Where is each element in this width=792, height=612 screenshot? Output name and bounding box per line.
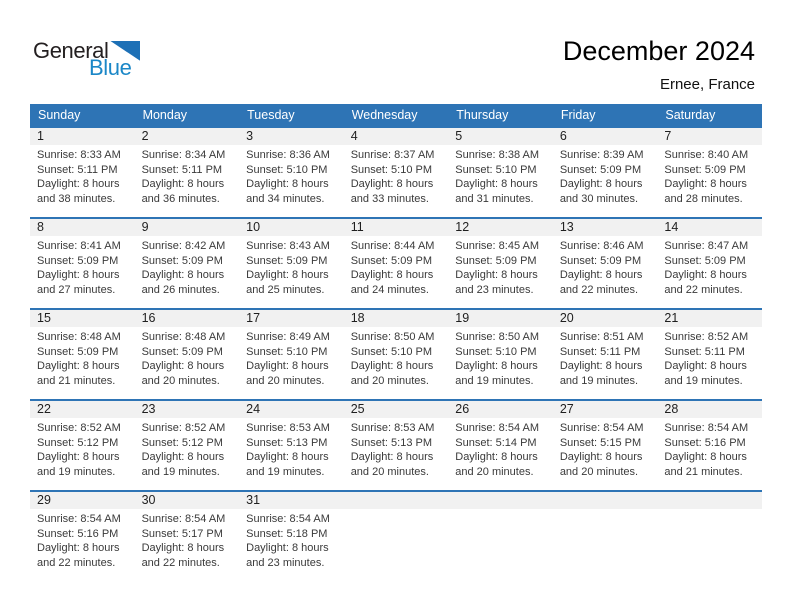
sunset-text: Sunset: 5:10 PM bbox=[455, 163, 537, 176]
daylight-minutes-text: and 34 minutes. bbox=[246, 192, 325, 205]
daylight-minutes-text: and 20 minutes. bbox=[350, 465, 429, 478]
daylight-hours-text: Daylight: 8 hours bbox=[559, 269, 643, 282]
day-cell bbox=[448, 127, 553, 218]
day-number: 22 bbox=[30, 401, 135, 418]
sunset-text: Sunset: 5:09 PM bbox=[559, 254, 642, 267]
sun-info bbox=[553, 145, 658, 206]
sunset-text: Sunset: 5:13 PM bbox=[350, 436, 433, 449]
daylight-minutes-text: and 19 minutes. bbox=[141, 465, 220, 478]
sun-info bbox=[344, 236, 449, 297]
daylight-hours-text: Daylight: 8 hours bbox=[37, 360, 120, 373]
daylight-minutes-text: and 25 minutes. bbox=[246, 283, 325, 296]
daylight-minutes-text: and 19 minutes. bbox=[37, 465, 116, 478]
sun-info bbox=[553, 509, 658, 512]
daylight-hours-text: Daylight: 8 hours bbox=[141, 542, 225, 555]
day-number: 12 bbox=[448, 219, 553, 236]
week-row bbox=[30, 491, 762, 581]
day-number: 11 bbox=[344, 219, 449, 236]
daylight-minutes-text: and 19 minutes. bbox=[246, 465, 325, 478]
day-cell bbox=[448, 400, 553, 491]
sunset-text: Sunset: 5:09 PM bbox=[141, 345, 223, 358]
calendar-table bbox=[30, 104, 762, 581]
sunrise-text: Sunrise: 8:39 AM bbox=[559, 149, 644, 161]
day-cell bbox=[553, 218, 658, 309]
sun-info bbox=[30, 418, 135, 479]
day-number: 13 bbox=[553, 219, 658, 236]
sun-info bbox=[30, 327, 135, 388]
day-cell bbox=[239, 127, 344, 218]
day-number: 24 bbox=[239, 401, 344, 418]
sunset-text: Sunset: 5:09 PM bbox=[350, 254, 433, 267]
day-cell bbox=[30, 400, 135, 491]
daylight-hours-text: Daylight: 8 hours bbox=[246, 451, 329, 464]
sunset-text: Sunset: 5:13 PM bbox=[246, 436, 328, 449]
day-cell bbox=[239, 400, 344, 491]
day-cell bbox=[344, 218, 449, 309]
day-cell bbox=[448, 218, 553, 309]
day-cell bbox=[344, 127, 449, 218]
sunrise-text: Sunrise: 8:53 AM bbox=[350, 422, 435, 434]
sunrise-text: Sunrise: 8:34 AM bbox=[141, 149, 226, 161]
daylight-hours-text: Daylight: 8 hours bbox=[246, 178, 329, 191]
sunset-text: Sunset: 5:17 PM bbox=[141, 527, 223, 540]
day-number: 5 bbox=[448, 128, 553, 145]
daylight-hours-text: Daylight: 8 hours bbox=[455, 451, 538, 464]
sun-info bbox=[344, 418, 449, 479]
day-number: 28 bbox=[657, 401, 762, 418]
day-cell bbox=[135, 400, 240, 491]
sunset-text: Sunset: 5:14 PM bbox=[455, 436, 537, 449]
sun-info bbox=[239, 327, 344, 388]
sunset-text: Sunset: 5:09 PM bbox=[559, 163, 642, 176]
daylight-hours-text: Daylight: 8 hours bbox=[350, 360, 434, 373]
day-number: 29 bbox=[30, 492, 135, 509]
sun-info bbox=[239, 145, 344, 206]
sun-info bbox=[239, 418, 344, 479]
sun-info bbox=[135, 145, 240, 206]
daylight-hours-text: Daylight: 8 hours bbox=[664, 269, 747, 282]
weekday-header-wednesday: Wednesday bbox=[344, 104, 449, 127]
weekday-header-sunday: Sunday bbox=[30, 104, 135, 127]
sunrise-text: Sunrise: 8:48 AM bbox=[37, 331, 121, 343]
sunset-text: Sunset: 5:18 PM bbox=[246, 527, 328, 540]
daylight-minutes-text: and 19 minutes. bbox=[455, 374, 534, 387]
sunrise-text: Sunrise: 8:48 AM bbox=[141, 331, 226, 343]
day-cell bbox=[448, 309, 553, 400]
daylight-hours-text: Daylight: 8 hours bbox=[246, 269, 329, 282]
day-number: 16 bbox=[135, 310, 240, 327]
daylight-hours-text: Daylight: 8 hours bbox=[37, 178, 120, 191]
day-number: 27 bbox=[553, 401, 658, 418]
day-cell bbox=[344, 400, 449, 491]
sunset-text: Sunset: 5:11 PM bbox=[37, 163, 118, 176]
day-cell bbox=[344, 309, 449, 400]
sun-info bbox=[448, 236, 553, 297]
daylight-minutes-text: and 22 minutes. bbox=[664, 283, 743, 296]
sunrise-text: Sunrise: 8:51 AM bbox=[559, 331, 644, 343]
sunrise-text: Sunrise: 8:50 AM bbox=[350, 331, 435, 343]
sunset-text: Sunset: 5:09 PM bbox=[37, 345, 119, 358]
daylight-minutes-text: and 23 minutes. bbox=[455, 283, 534, 296]
daylight-minutes-text: and 20 minutes. bbox=[350, 374, 429, 387]
day-number bbox=[448, 492, 553, 509]
sunrise-text: Sunrise: 8:52 AM bbox=[141, 422, 226, 434]
sunset-text: Sunset: 5:16 PM bbox=[664, 436, 746, 449]
daylight-minutes-text: and 26 minutes. bbox=[141, 283, 220, 296]
sunset-text: Sunset: 5:12 PM bbox=[141, 436, 223, 449]
sunrise-text: Sunrise: 8:53 AM bbox=[246, 422, 330, 434]
week-row bbox=[30, 127, 762, 218]
sunrise-text: Sunrise: 8:43 AM bbox=[246, 240, 330, 252]
weekday-header-saturday: Saturday bbox=[657, 104, 762, 127]
daylight-hours-text: Daylight: 8 hours bbox=[664, 178, 747, 191]
daylight-hours-text: Daylight: 8 hours bbox=[37, 269, 120, 282]
sun-info bbox=[239, 236, 344, 297]
daylight-hours-text: Daylight: 8 hours bbox=[559, 178, 643, 191]
weekday-header-tuesday: Tuesday bbox=[239, 104, 344, 127]
sunset-text: Sunset: 5:09 PM bbox=[664, 254, 746, 267]
sunrise-text: Sunrise: 8:54 AM bbox=[37, 513, 121, 525]
daylight-minutes-text: and 19 minutes. bbox=[559, 374, 639, 387]
day-cell bbox=[30, 491, 135, 581]
sun-info bbox=[344, 509, 449, 512]
daylight-hours-text: Daylight: 8 hours bbox=[455, 269, 538, 282]
day-number: 8 bbox=[30, 219, 135, 236]
sun-info bbox=[657, 418, 762, 479]
sun-info bbox=[344, 145, 449, 206]
sun-info bbox=[344, 327, 449, 388]
sunrise-text: Sunrise: 8:33 AM bbox=[37, 149, 121, 161]
daylight-hours-text: Daylight: 8 hours bbox=[37, 542, 120, 555]
daylight-minutes-text: and 31 minutes. bbox=[455, 192, 534, 205]
empty-cell bbox=[657, 491, 762, 581]
day-number: 25 bbox=[344, 401, 449, 418]
daylight-hours-text: Daylight: 8 hours bbox=[350, 178, 434, 191]
day-number: 1 bbox=[30, 128, 135, 145]
sun-info bbox=[135, 327, 240, 388]
sun-info bbox=[657, 327, 762, 388]
sun-info bbox=[448, 509, 553, 512]
daylight-hours-text: Daylight: 8 hours bbox=[559, 360, 643, 373]
sunset-text: Sunset: 5:09 PM bbox=[664, 163, 746, 176]
daylight-minutes-text: and 36 minutes. bbox=[141, 192, 220, 205]
day-cell bbox=[239, 309, 344, 400]
sunset-text: Sunset: 5:10 PM bbox=[246, 345, 328, 358]
sunrise-text: Sunrise: 8:38 AM bbox=[455, 149, 540, 161]
daylight-minutes-text: and 28 minutes. bbox=[664, 192, 743, 205]
day-cell bbox=[135, 309, 240, 400]
day-number: 18 bbox=[344, 310, 449, 327]
daylight-minutes-text: and 21 minutes. bbox=[37, 374, 116, 387]
logo-general-text: General bbox=[33, 38, 109, 63]
daylight-minutes-text: and 22 minutes. bbox=[37, 556, 116, 569]
logo-blue-text: Blue bbox=[89, 55, 132, 80]
day-number: 15 bbox=[30, 310, 135, 327]
day-number: 6 bbox=[553, 128, 658, 145]
day-number: 17 bbox=[239, 310, 344, 327]
sun-info bbox=[30, 509, 135, 570]
weekday-header-thursday: Thursday bbox=[448, 104, 553, 127]
day-number: 26 bbox=[448, 401, 553, 418]
sunset-text: Sunset: 5:10 PM bbox=[350, 163, 433, 176]
sunrise-text: Sunrise: 8:37 AM bbox=[350, 149, 435, 161]
daylight-minutes-text: and 23 minutes. bbox=[246, 556, 325, 569]
daylight-hours-text: Daylight: 8 hours bbox=[246, 542, 329, 555]
sunset-text: Sunset: 5:15 PM bbox=[559, 436, 642, 449]
day-number bbox=[344, 492, 449, 509]
day-number: 19 bbox=[448, 310, 553, 327]
day-number: 3 bbox=[239, 128, 344, 145]
day-number: 21 bbox=[657, 310, 762, 327]
sunrise-text: Sunrise: 8:40 AM bbox=[664, 149, 749, 161]
daylight-minutes-text: and 22 minutes. bbox=[141, 556, 220, 569]
sun-info bbox=[553, 418, 658, 479]
daylight-hours-text: Daylight: 8 hours bbox=[350, 269, 434, 282]
sunset-text: Sunset: 5:12 PM bbox=[37, 436, 119, 449]
daylight-hours-text: Daylight: 8 hours bbox=[455, 178, 538, 191]
sun-info bbox=[553, 236, 658, 297]
sunrise-text: Sunrise: 8:42 AM bbox=[141, 240, 226, 252]
sunrise-text: Sunrise: 8:45 AM bbox=[455, 240, 540, 252]
daylight-minutes-text: and 38 minutes. bbox=[37, 192, 116, 205]
day-number: 30 bbox=[135, 492, 240, 509]
daylight-minutes-text: and 24 minutes. bbox=[350, 283, 429, 296]
daylight-minutes-text: and 33 minutes. bbox=[350, 192, 429, 205]
sunrise-text: Sunrise: 8:50 AM bbox=[455, 331, 540, 343]
day-number: 10 bbox=[239, 219, 344, 236]
sunset-text: Sunset: 5:11 PM bbox=[664, 345, 745, 358]
sunset-text: Sunset: 5:10 PM bbox=[350, 345, 433, 358]
day-cell bbox=[239, 491, 344, 581]
sunrise-text: Sunrise: 8:52 AM bbox=[37, 422, 121, 434]
day-cell bbox=[553, 127, 658, 218]
daylight-hours-text: Daylight: 8 hours bbox=[141, 269, 225, 282]
daylight-hours-text: Daylight: 8 hours bbox=[141, 178, 225, 191]
weekday-header-row bbox=[30, 104, 762, 127]
day-cell bbox=[657, 309, 762, 400]
sunrise-text: Sunrise: 8:36 AM bbox=[246, 149, 330, 161]
day-cell bbox=[239, 218, 344, 309]
sunset-text: Sunset: 5:11 PM bbox=[559, 345, 641, 358]
sun-info bbox=[135, 418, 240, 479]
daylight-minutes-text: and 19 minutes. bbox=[664, 374, 743, 387]
calendar-body bbox=[30, 127, 762, 581]
sun-info bbox=[135, 509, 240, 570]
day-cell bbox=[135, 218, 240, 309]
empty-cell bbox=[448, 491, 553, 581]
daylight-hours-text: Daylight: 8 hours bbox=[37, 451, 120, 464]
sunrise-text: Sunrise: 8:54 AM bbox=[246, 513, 330, 525]
empty-cell bbox=[344, 491, 449, 581]
day-number: 4 bbox=[344, 128, 449, 145]
week-row bbox=[30, 218, 762, 309]
location-subtitle: Ernee, France bbox=[659, 76, 755, 94]
page-header bbox=[30, 0, 762, 104]
day-cell bbox=[657, 400, 762, 491]
sun-info bbox=[448, 327, 553, 388]
daylight-hours-text: Daylight: 8 hours bbox=[246, 360, 329, 373]
day-cell bbox=[657, 218, 762, 309]
day-cell bbox=[553, 309, 658, 400]
daylight-minutes-text: and 20 minutes. bbox=[455, 465, 534, 478]
daylight-hours-text: Daylight: 8 hours bbox=[664, 360, 747, 373]
daylight-minutes-text: and 21 minutes. bbox=[664, 465, 743, 478]
day-number: 7 bbox=[657, 128, 762, 145]
sun-info bbox=[657, 236, 762, 297]
day-number: 20 bbox=[553, 310, 658, 327]
sunset-text: Sunset: 5:09 PM bbox=[141, 254, 223, 267]
week-row bbox=[30, 309, 762, 400]
sunset-text: Sunset: 5:09 PM bbox=[246, 254, 328, 267]
month-title: December 2024 bbox=[562, 36, 755, 66]
day-cell bbox=[135, 127, 240, 218]
sun-info bbox=[30, 236, 135, 297]
daylight-hours-text: Daylight: 8 hours bbox=[664, 451, 747, 464]
sunset-text: Sunset: 5:09 PM bbox=[37, 254, 119, 267]
day-cell bbox=[30, 309, 135, 400]
day-cell bbox=[30, 127, 135, 218]
day-number: 2 bbox=[135, 128, 240, 145]
sunrise-text: Sunrise: 8:41 AM bbox=[37, 240, 121, 252]
sunrise-text: Sunrise: 8:54 AM bbox=[664, 422, 749, 434]
daylight-minutes-text: and 20 minutes. bbox=[246, 374, 325, 387]
general-blue-logo bbox=[33, 40, 140, 79]
daylight-hours-text: Daylight: 8 hours bbox=[559, 451, 643, 464]
day-cell bbox=[135, 491, 240, 581]
sun-info bbox=[135, 236, 240, 297]
sunset-text: Sunset: 5:11 PM bbox=[141, 163, 223, 176]
daylight-hours-text: Daylight: 8 hours bbox=[141, 360, 225, 373]
sun-info bbox=[657, 509, 762, 512]
sun-info bbox=[30, 145, 135, 206]
day-number: 14 bbox=[657, 219, 762, 236]
title-block bbox=[563, 36, 755, 93]
sunrise-text: Sunrise: 8:47 AM bbox=[664, 240, 749, 252]
sunrise-text: Sunrise: 8:49 AM bbox=[246, 331, 330, 343]
daylight-minutes-text: and 27 minutes. bbox=[37, 283, 116, 296]
day-number: 9 bbox=[135, 219, 240, 236]
daylight-minutes-text: and 20 minutes. bbox=[559, 465, 639, 478]
daylight-hours-text: Daylight: 8 hours bbox=[141, 451, 225, 464]
empty-cell bbox=[553, 491, 658, 581]
sun-info bbox=[553, 327, 658, 388]
week-row bbox=[30, 400, 762, 491]
sun-info bbox=[239, 509, 344, 570]
sunrise-text: Sunrise: 8:54 AM bbox=[455, 422, 540, 434]
day-number: 23 bbox=[135, 401, 240, 418]
sun-info bbox=[657, 145, 762, 206]
sunset-text: Sunset: 5:10 PM bbox=[455, 345, 537, 358]
sunset-text: Sunset: 5:16 PM bbox=[37, 527, 119, 540]
sunset-text: Sunset: 5:10 PM bbox=[246, 163, 328, 176]
sunrise-text: Sunrise: 8:44 AM bbox=[350, 240, 435, 252]
day-number bbox=[553, 492, 658, 509]
sunrise-text: Sunrise: 8:54 AM bbox=[141, 513, 226, 525]
daylight-minutes-text: and 20 minutes. bbox=[141, 374, 220, 387]
sun-info bbox=[448, 418, 553, 479]
sunrise-text: Sunrise: 8:52 AM bbox=[664, 331, 749, 343]
day-cell bbox=[657, 127, 762, 218]
sunrise-text: Sunrise: 8:54 AM bbox=[559, 422, 644, 434]
daylight-minutes-text: and 30 minutes. bbox=[559, 192, 639, 205]
sun-info bbox=[448, 145, 553, 206]
daylight-hours-text: Daylight: 8 hours bbox=[350, 451, 434, 464]
sunset-text: Sunset: 5:09 PM bbox=[455, 254, 537, 267]
daylight-minutes-text: and 22 minutes. bbox=[559, 283, 639, 296]
weekday-header-friday: Friday bbox=[553, 104, 658, 127]
day-number bbox=[657, 492, 762, 509]
daylight-hours-text: Daylight: 8 hours bbox=[455, 360, 538, 373]
day-cell bbox=[553, 400, 658, 491]
weekday-header-monday: Monday bbox=[135, 104, 240, 127]
day-number: 31 bbox=[239, 492, 344, 509]
sunrise-text: Sunrise: 8:46 AM bbox=[559, 240, 644, 252]
day-cell bbox=[30, 218, 135, 309]
